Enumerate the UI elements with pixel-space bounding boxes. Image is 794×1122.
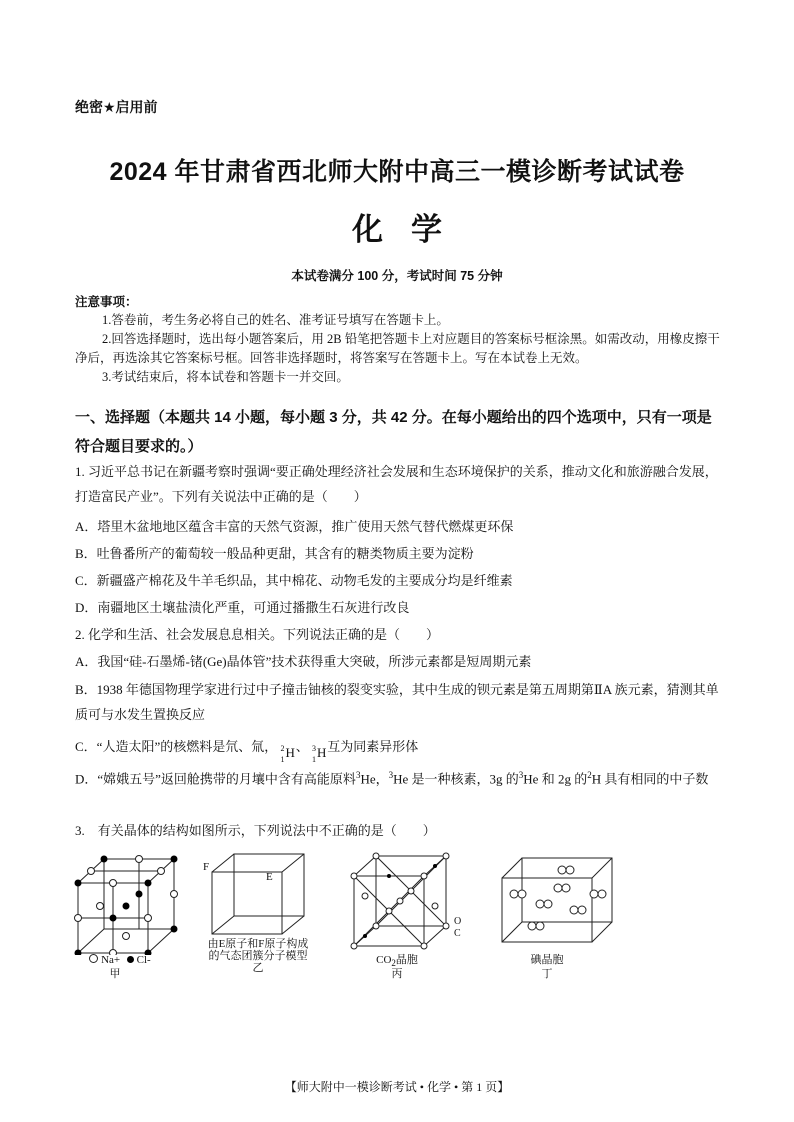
option-d-text-2: He，: [360, 771, 389, 787]
cluster-molecule-figure: [202, 850, 312, 940]
crystal-figures: [60, 850, 740, 990]
score-info: 本试卷满分 100 分，考试时间 75 分钟: [291, 269, 503, 283]
exam-title: 2024 年甘肃省西北师大附中高三一模诊断考试试卷: [109, 158, 685, 186]
section-heading: 一、选择题（本题共 14 小题，每小题 3 分，共 42 分。在每小题给出的四个选项中，只有一项是符合题目要求的。）: [75, 409, 712, 455]
question-2-stem: 2. 化学和生活、社会发展息息相关。下列说法正确的是（ ）: [75, 627, 440, 642]
isotope-h2: 2 1 H: [280, 744, 295, 765]
question-3-stem: 3. 有关晶体的结构如图所示，下列说法中不正确的是（ ）: [75, 823, 436, 838]
nacl-lattice-figure: [68, 855, 188, 955]
note-item-2: 2.回答选择题时，选出每小题答案后，用 2B 铅笔把答题卡上对应题目的答案标号框涂黑。如需改动，用橡皮擦干净后，再选涂其它答案标号框。回答非选择题时，将答案写在答题卡上。写在本试卷上无效。: [75, 332, 720, 365]
option-d-text-4: He 和 2g 的: [523, 771, 588, 787]
label-o: O: [454, 916, 462, 927]
label-f: F: [203, 861, 210, 873]
nacl-legend: Na+ Cl-: [60, 954, 180, 967]
question-2-option-d: [75, 763, 725, 791]
label-c: C: [454, 928, 461, 939]
mass-number-3: 3: [355, 770, 361, 780]
cluster-caption-2: 的气态团簇分子模型: [208, 950, 308, 962]
figure-label-jia: 甲: [109, 968, 121, 980]
iodine-cell-figure: [492, 854, 622, 954]
mass-number-3c: 3: [518, 770, 524, 780]
figure-label-ding: 丁: [541, 968, 553, 980]
question-1-option-b: B．吐鲁番所产的葡萄较一般品种更甜，其含有的糖类物质主要为淀粉: [75, 546, 474, 561]
question-1-stem: 1. 习近平总书记在新疆考察时强调“要正确处理经济社会发展和生态环境保护的关系，推动文化和旅游融合发展，打造富民产业”。下列有关说法中正确的是（ ）: [75, 464, 718, 504]
mass-number-2: 2: [587, 770, 592, 780]
question-1-option-d: D．南疆地区土壤盐渍化严重，可通过播撒生石灰进行改良: [75, 600, 410, 615]
co2-cell-figure: [342, 852, 472, 952]
question-2-option-b: B．1938 年德国物理学家进行过中子撞击铀核的裂变实验，其中生成的钡元素是第五周期第ⅡA 族元素，猜测其单质可与水发生置换反应: [75, 682, 719, 722]
question-2-option-c: [75, 734, 725, 765]
notes-title: 注意事项：: [75, 295, 138, 309]
figure-label-yi: 乙: [252, 962, 264, 974]
option-c-text-post: 互为同素异形体: [327, 739, 419, 754]
label-e: E: [266, 871, 273, 883]
mass-number-3b: 3: [388, 770, 394, 780]
note-item-1: 1.答卷前，考生务必将自己的姓名、准考证号填写在答题卡上。: [102, 313, 449, 327]
isotope-h3: 3 1 H: [311, 744, 327, 765]
cluster-caption-1: 由E原子和F原子构成: [207, 938, 309, 950]
question-1-option-a: A．塔里木盆地地区蕴含丰富的天然气资源，推广使用天然气替代燃煤更环保: [75, 519, 514, 534]
iodine-caption: 碘晶胞: [530, 954, 564, 966]
co2-caption: $CO_2$晶胞: [376, 954, 418, 969]
option-c-text-mid: 、: [295, 739, 309, 754]
confidential-label: 绝密★启用前: [75, 99, 158, 115]
subject-title: 化学: [352, 212, 470, 247]
question-1-option-c: C．新疆盛产棉花及牛羊毛织品，其中棉花、动物毛发的主要成分均是纤维素: [75, 573, 513, 588]
question-2-option-a: A．我国“硅-石墨烯-锗(Ge)晶体管”技术获得重大突破，所涉元素都是短周期元素: [75, 654, 532, 669]
page-footer: 【师大附中一模诊断考试 • 化学 • 第 1 页】: [284, 1080, 510, 1094]
option-d-text-5: H 具有相同的中子数: [591, 771, 709, 787]
option-c-text-pre: C．“人造太阳”的核燃料是氘、氚，: [75, 739, 278, 754]
figure-label-bing: 丙: [391, 968, 403, 980]
option-d-text-1: D．“嫦娥五号”返回舱携带的月壤中含有高能原料: [75, 771, 356, 787]
note-item-3: 3.考试结束后，将本试卷和答题卡一并交回。: [102, 370, 349, 384]
option-d-text-3: He 是一种核素，3g 的: [393, 771, 519, 787]
